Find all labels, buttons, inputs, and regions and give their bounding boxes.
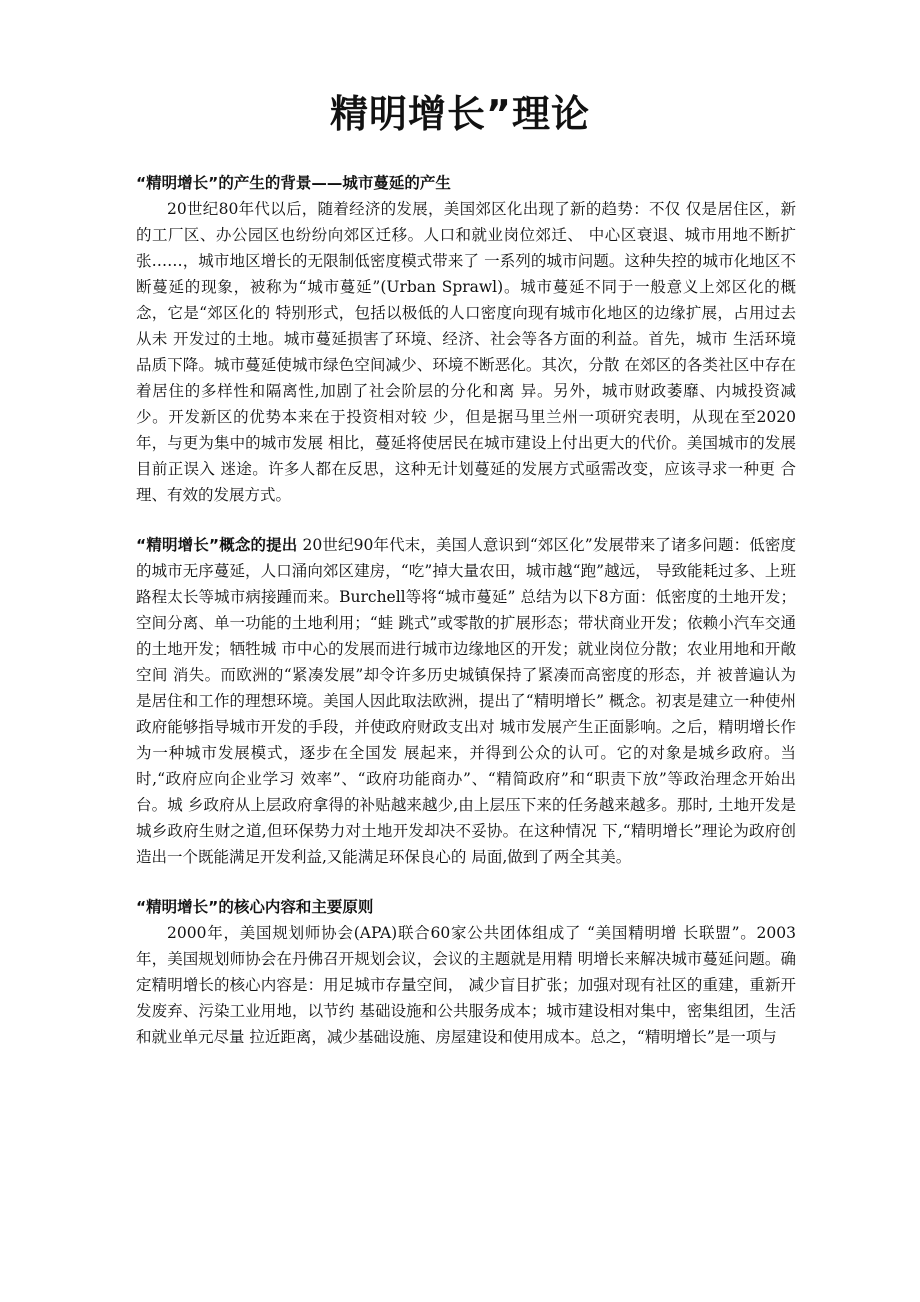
section-concept [136,532,796,870]
section-heading: “精明增长”概念的提出 [136,536,298,554]
section-background [136,170,796,508]
section-heading: “精明增长”的产生的背景——城市蔓延的产生 [136,174,451,192]
section-core-content [136,894,796,1050]
section-paragraph: 2000年，美国规划师协会(APA)联合60家公共团体组成了 “美国精明增 长联盟”。2003年，美国规划师协会在丹佛召开规划会议，会议的主题就是用精 明增长来解决城市蔓延问题。确定精明增长的核心内容是：用足城市存量空间， 减少盲目扩张；加强对现有社区的重建，重新开发废弃、污染工业用地，以节约 基础设施和公共服务成本；城市建设相对集中，密集组团，生活和就业单元尽量 拉近距离，减少基础设施、房屋建设和使用成本。总之，“精明增长”是一项与 [136,924,796,1046]
section-paragraph: 20世纪80年代以后，随着经济的发展，美国郊区化出现了新的趋势：不仅 仅是居住区，新的工厂区、办公园区也纷纷向郊区迁移。人口和就业岗位郊迁、 中心区衰退、城市用地不断扩张……，城市地区增长的无限制低密度模式带来了 一系列的城市问题。这种失控的城市化地区不断蔓延的现象，被称为“城市蔓延”(Urban Sprawl)。城市蔓延不同于一般意义上郊区化的概念，它是“郊区化的 特别形式，包括以极低的人口密度向现有城市化地区的边缘扩展，占用过去从未 开发过的土地。城市蔓延损害了环境、经济、社会等各方面的利益。首先，城市 生活环境品质下降。城市蔓延使城市绿色空间减少、环境不断恶化。其次，分散 在郊区的各类社区中存在着居住的多样性和隔离性,加剧了社会阶层的分化和离 异。另外，城市财政萎靡、内城投资减少。开发新区的优势本来在于投资相对较 少，但是据马里兰州一项研究表明，从现在至2020年，与更为集中的城市发展 相比，蔓延将使居民在城市建设上付出更大的代价。美国城市的发展目前正误入 迷途。许多人都在反思，这种无计划蔓延的发展方式亟需改变，应该寻求一种更 合理、有效的发展方式。 [136,200,796,504]
document-title: 精明增长”理论 [330,92,590,136]
section-paragraph [136,532,796,870]
document-body [136,170,796,1074]
section-body-text: 20世纪90年代末，美国人意识到“郊区化”发展带来了诸多问题：低密度 的城市无序蔓延，人口涌向郊区建房，“吃”掉大量农田，城市越“跑”越远， 导致能耗过多、上班路程太长等城市病接踵而来。Burchell等将“城市蔓延” 总结为以下8方面：低密度的土地开发；空间分离、单一功能的土地利用；“蛙 跳式”或零散的扩展形态；带状商业开发；依赖小汽车交通的土地开发；牺牲城 市中心的发展而进行城市边缘地区的开发；就业岗位分散；农业用地和开敞空间 消失。而欧洲的“紧凑发展”却令许多历史城镇保持了紧凑而高密度的形态，并 被普遍认为是居住和工作的理想环境。美国人因此取法欧洲，提出了“精明增长” 概念。初衷是建立一种使州政府能够指导城市开发的手段，并使政府财政支出对 城市发展产生正面影响。之后，精明增长作为一种城市发展模式，逐步在全国发 展起来，并得到公众的认可。它的对象是城乡政府。当时,“政府应向企业学习 效率”、“政府功能商办”、“精简政府”和“职责下放”等政治理念开始出台。城 乡政府从上层政府拿得的补贴越来越少,由上层压下来的任务越来越多。那时, 土地开发是城乡政府生财之道,但环保势力对土地开发却决不妥协。在这种情况 下,“精明增长”理论为政府创造出一个既能满足开发利益,又能满足环保良心的 局面,做到了两全其美。 [136,536,797,866]
section-heading: “精明增长”的核心内容和主要原则 [136,898,374,916]
